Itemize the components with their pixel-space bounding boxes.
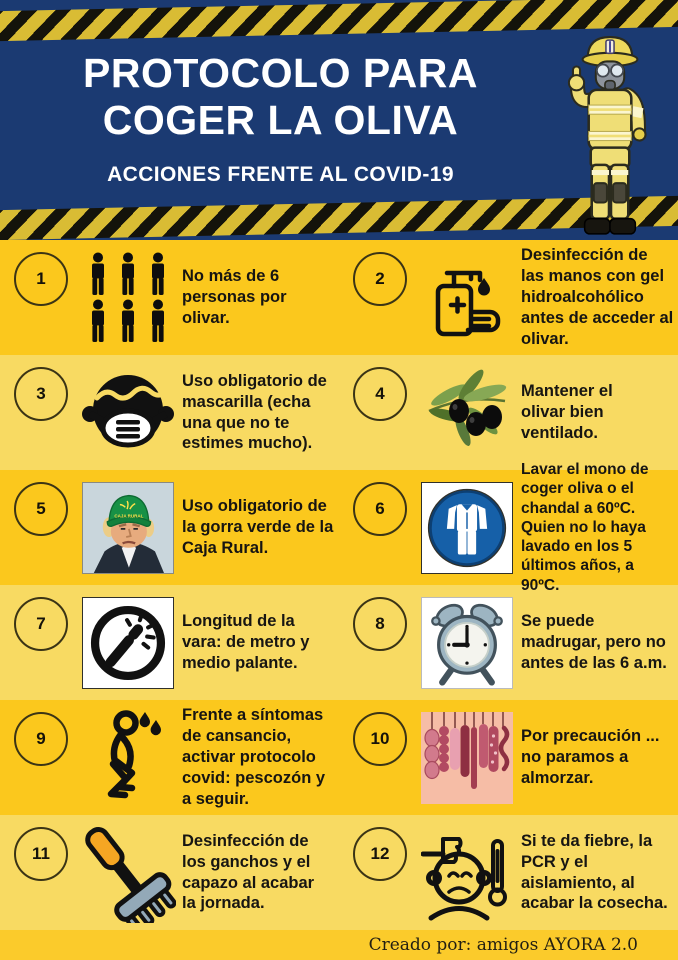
protocol-item-6	[339, 461, 678, 594]
footer-credit: Creado por: amigos AYORA 2.0	[368, 935, 638, 955]
protocol-item-9	[0, 700, 339, 815]
row-6	[0, 815, 678, 930]
page-subtitle: ACCIONES FRENTE AL COVID-19	[107, 163, 454, 187]
olive-branch-icon	[413, 369, 521, 457]
item-number: 2	[375, 269, 385, 288]
protocol-item-7	[0, 585, 339, 700]
item-text: Desinfección de los ganchos y el capazo al acabar la jornada.	[182, 831, 315, 913]
item-number: 9	[36, 729, 46, 748]
item-number-badge	[14, 252, 68, 306]
firefighter-hazmat-thumbs-up-icon	[554, 32, 666, 240]
protocol-item-1	[0, 240, 339, 355]
face-mask-icon	[74, 367, 182, 459]
page-title	[58, 50, 503, 143]
protocol-item-2	[339, 240, 678, 355]
item-number: 7	[36, 614, 46, 633]
item-text: Se puede madrugar, pero no antes de las 6 a.m.	[521, 612, 667, 672]
item-text: Por precaución ... no paramos a almorzar.	[521, 727, 660, 787]
tired-person-icon	[74, 708, 182, 808]
olive-rake-icon	[74, 823, 182, 923]
fever-check-icon	[413, 823, 521, 923]
protective-clothing-sign-icon	[413, 482, 521, 574]
magic-wand-sign-icon	[74, 597, 182, 689]
item-number-badge	[353, 597, 407, 651]
protocol-item-12	[339, 815, 678, 930]
item-number: 10	[370, 729, 390, 748]
item-number-badge	[353, 712, 407, 766]
row-5	[0, 700, 678, 815]
item-number: 8	[375, 614, 385, 633]
item-number: 12	[370, 844, 390, 863]
row-4	[0, 585, 678, 700]
hand-sanitizer-icon	[413, 250, 521, 345]
item-number-badge	[14, 712, 68, 766]
item-text: Lavar el mono de coger oliva o el chandal a 60ºC. Quien no lo haya lavado en los 5 últimos años, a 90ºC.	[521, 461, 649, 594]
protocol-item-3	[0, 355, 339, 470]
item-number: 6	[375, 499, 385, 518]
title-line-1: PROTOCOLO PARA	[83, 50, 478, 96]
cap-text: CAJA RURAL	[114, 513, 144, 519]
item-number: 4	[375, 384, 385, 403]
item-number-badge	[14, 597, 68, 651]
header-titles	[58, 50, 503, 187]
item-number: 5	[36, 499, 46, 518]
hanging-sausages-icon	[413, 712, 521, 804]
row-2	[0, 355, 678, 470]
footer	[0, 930, 678, 960]
item-text: Mantener el olivar bien ventilado.	[521, 382, 613, 442]
trump-green-cap-photo	[74, 482, 182, 574]
protocol-item-5	[0, 470, 339, 585]
row-1	[0, 240, 678, 355]
item-number-badge	[14, 367, 68, 421]
item-number-badge	[353, 367, 407, 421]
item-text: Uso obligatorio de mascarilla (echa una que no te estimes mucho).	[182, 371, 327, 453]
item-number-badge	[14, 827, 68, 881]
protocol-item-11	[0, 815, 339, 930]
item-text: Uso obligatorio de la gorra verde de la Caja Rural.	[182, 497, 334, 557]
item-text: Si te da fiebre, la PCR y el aislamiento, al acabar la cosecha.	[521, 831, 668, 913]
header	[0, 0, 678, 240]
item-number-badge	[353, 827, 407, 881]
item-text: Frente a síntomas de cansancio, activar protocolo covid: pescozón y a seguir.	[182, 706, 326, 808]
item-text: Desinfección de las manos con gel hidroalcohólico antes de acceder al olivar.	[521, 246, 674, 348]
item-number-badge	[353, 252, 407, 306]
title-line-2: COGER LA OLIVA	[102, 96, 459, 143]
item-text: Longitud de la vara: de metro y medio palante.	[182, 612, 310, 672]
protocol-item-4	[339, 355, 678, 470]
item-number-badge	[14, 482, 68, 536]
item-number: 11	[32, 844, 50, 863]
protocol-item-8	[339, 585, 678, 700]
row-3	[0, 461, 678, 594]
alarm-clock-icon	[413, 597, 521, 689]
item-text: No más de 6 personas por olivar.	[182, 267, 287, 327]
protocol-item-10	[339, 700, 678, 815]
six-people-icon	[74, 249, 182, 347]
item-number: 3	[36, 384, 46, 403]
item-number-badge	[353, 482, 407, 536]
item-number: 1	[36, 269, 46, 288]
